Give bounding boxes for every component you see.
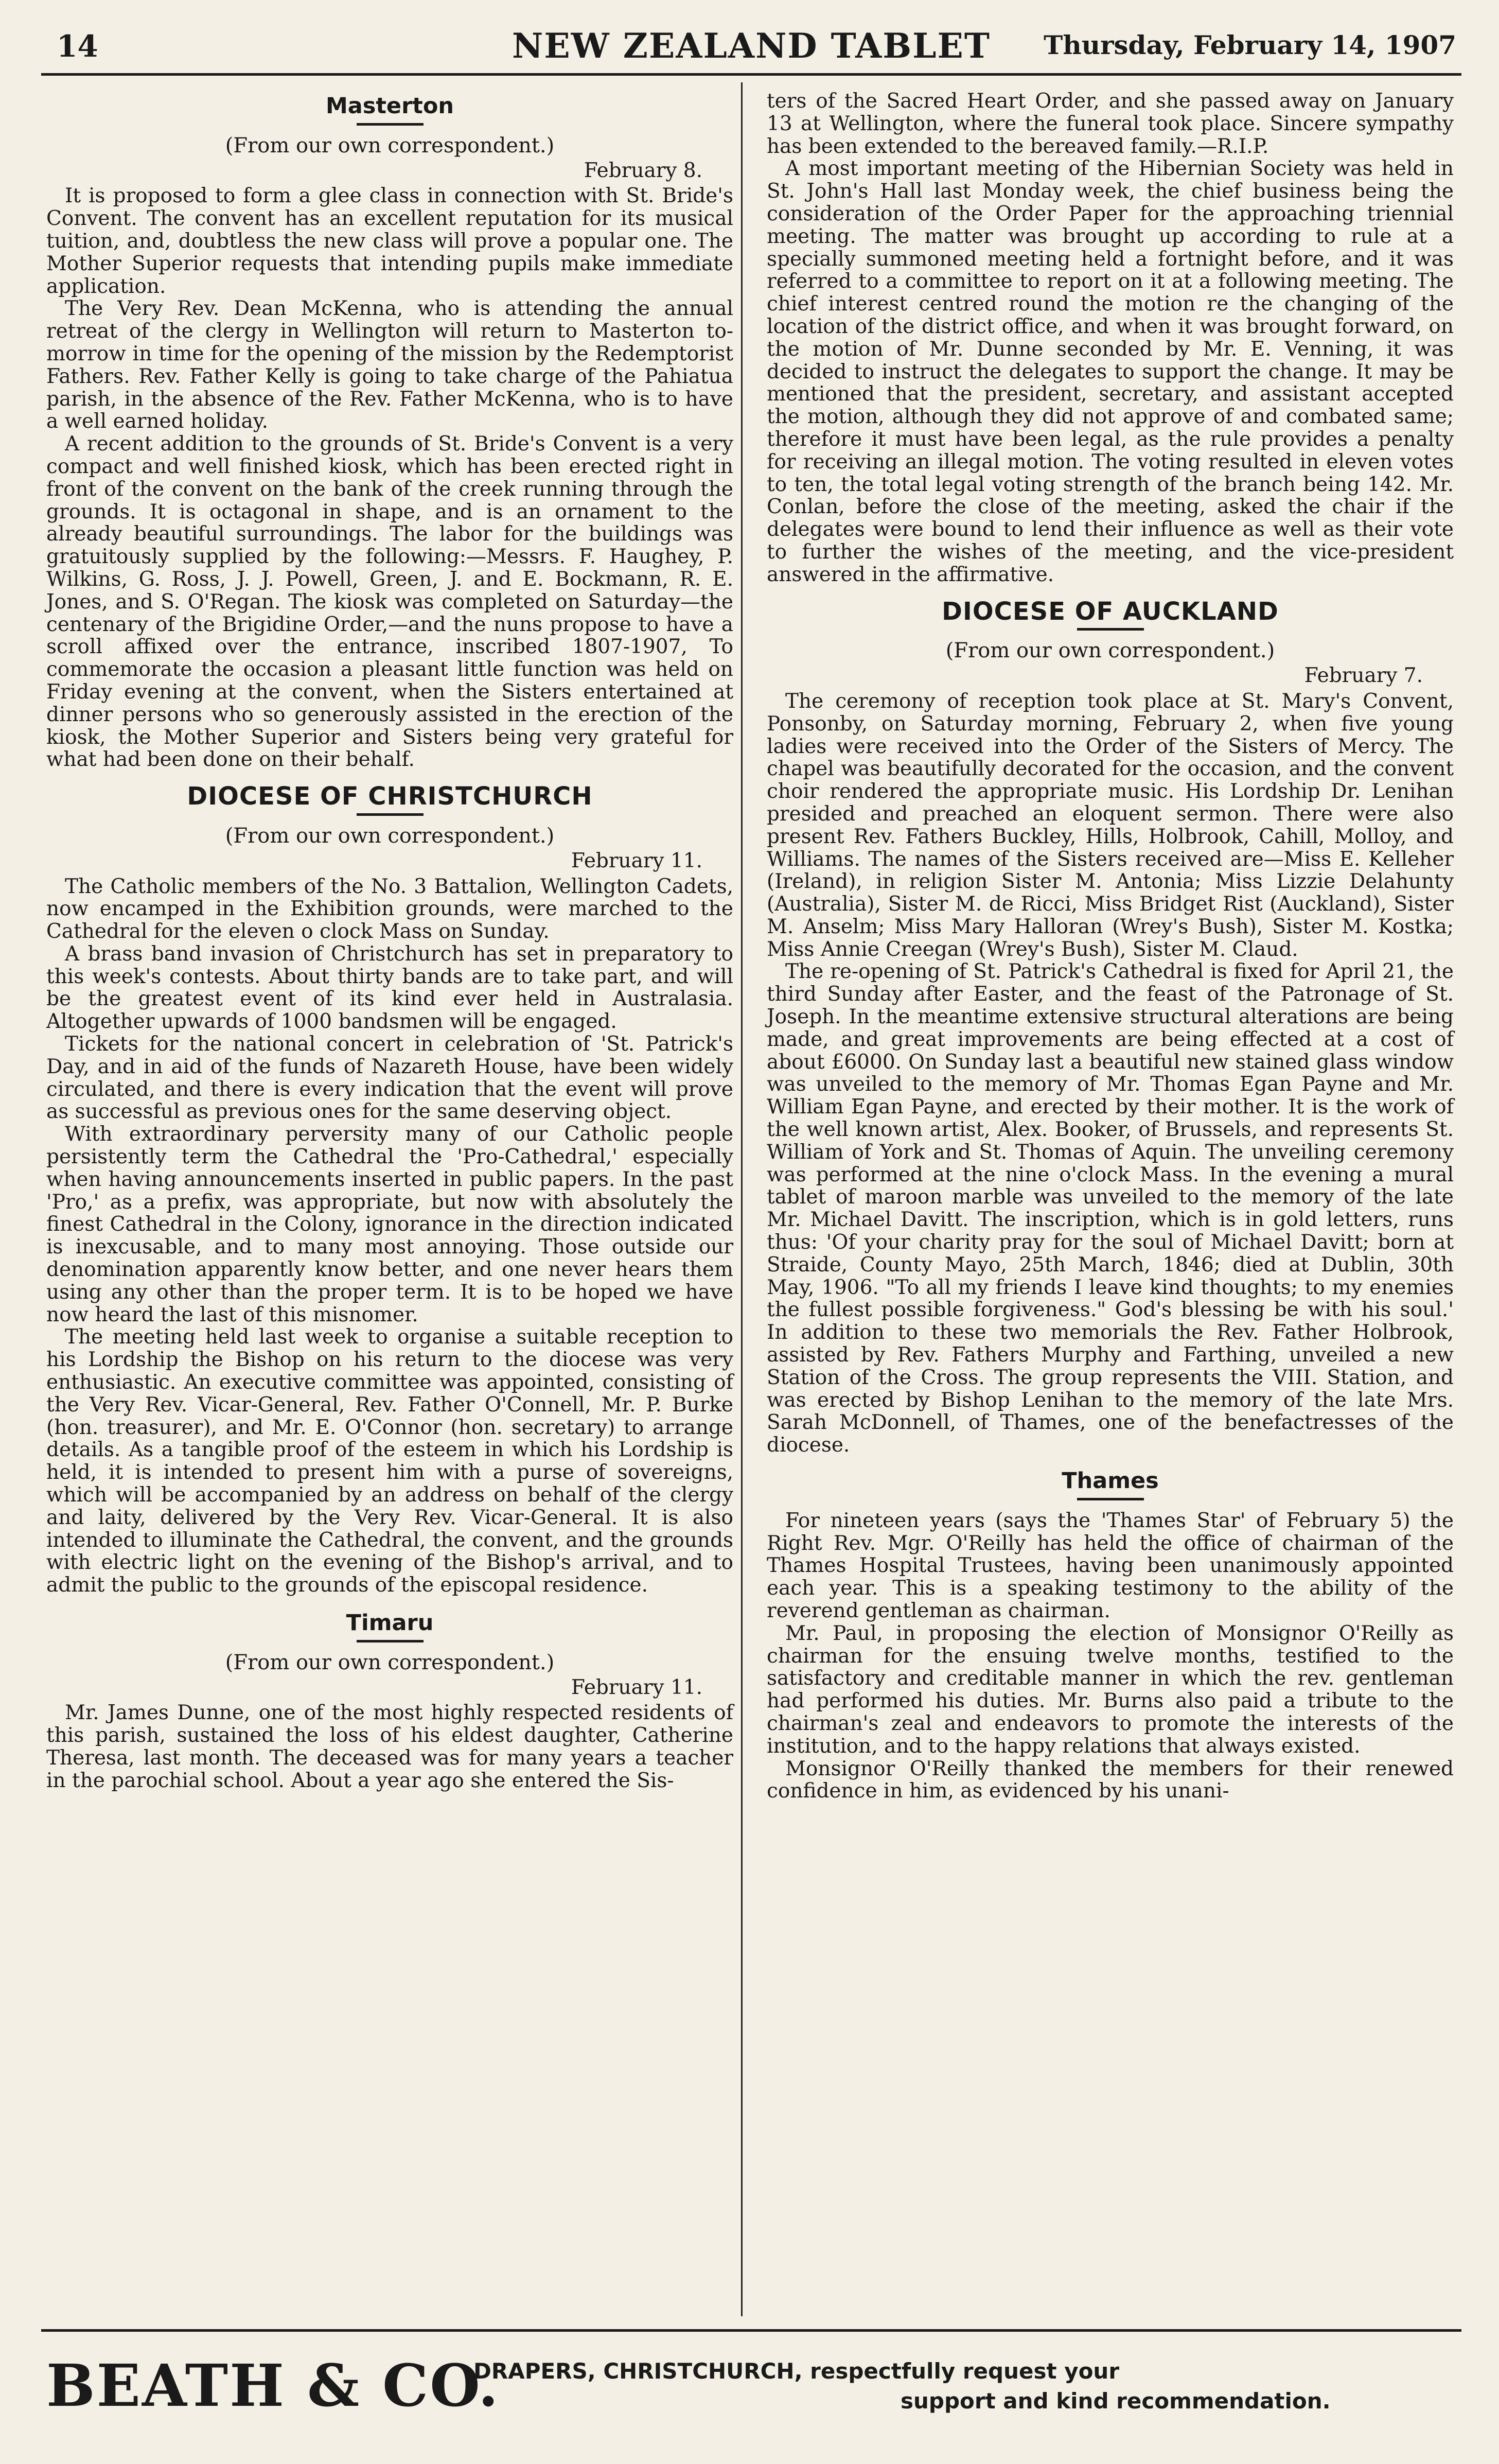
byline: (From our own correspondent.) [945, 639, 1275, 663]
paragraph: Mr. James Dunne, one of the most highly respected residents of this parish, sustained the loss of his eldest daughter, Catherine Theresa, last month. The deceased was for many years a teacher in the parochial school. About a year ago she entered the Sis- [46, 1701, 733, 1792]
byline: (From our own correspondent.) [225, 133, 555, 158]
column-divider [741, 82, 743, 2316]
dateline: February 8. [584, 159, 702, 182]
paragraph: For nineteen years (says the 'Thames Star' of February 5) the Right Rev. Mgr. O'Reilly has held the office of chairman of the Thames Hospital Trustees, having been unanimously appointed each year. This is a speaking testimony to the ability of the reverend gentleman as chairman. [767, 1509, 1454, 1622]
paragraph: ters of the Sacred Heart Order, and she passed away on January 13 at Wellington, where the funeral took place. Sincere sympathy has been extended to the bereaved family.—R.I.P. [767, 90, 1454, 158]
paragraph: Mr. Paul, in proposing the election of Monsignor O'Reilly as chairman for the ensuing twelve months, testified to the satisfactory and creditable manner in which the rev. gentleman had performed his duties. Mr. Burns also paid a tribute to the chairman's zeal and endeavors to promote the interests of the institution, and to the happy relations that always existed. [767, 1621, 1454, 1758]
footer-rule [41, 2329, 1461, 2332]
section-heading: DIOCESE OF CHRISTCHURCH [187, 782, 593, 811]
section-heading: Timaru [346, 1610, 434, 1636]
paragraph: The ceremony of reception took place at St. Mary's Convent, Ponsonby, on Saturday morning, February 2, when five young ladies were received into the Order of the Sisters of Mercy. The chapel was beautifully decorated for the occasion, and the convent choir rendered the appropriate music. His Lordship Dr. Lenihan presided and preached an eloquent sermon. There were also present Rev. Fathers Buckley, Hills, Holbrook, Cahill, Molloy, and Williams. The names of the Sisters received are—Miss E. Kelleher (Ireland), in religion Sister M. Antonia; Miss Lizzie Delahunty (Australia), Sister M. de Ricci, Miss Bridget Rist (Auckland), Sister M. Anselm; Miss Mary Halloran (Wrey's Bush), Sister M. Kostka; Miss Annie Creegan (Wrey's Bush), Sister M. Claud. [767, 689, 1454, 961]
right-column [767, 90, 1454, 1803]
paragraph: A brass band invasion of Christchurch has set in preparatory to this week's contests. About thirty bands are to take part, and will be the greatest event of its kind ever held in Australasia. Altogether upwards of 1000 bandsmen will be engaged. [46, 942, 733, 1034]
paragraph: With extraordinary perversity many of our Catholic people persistently term the Cathedral the 'Pro-Cathedral,' especially when having announcements inserted in public papers. In the past 'Pro,' as a prefix, was appropriate, but now with absolutely the finest Cathedral in the Colony, ignorance in the direction indicated is inexcusable, and to many most annoying. Those outside our denomination apparently know better, and one never hears them using any other than the proper term. It is to be hoped we have now heard the last of this misnomer. [46, 1123, 733, 1326]
auckland-section [767, 597, 1454, 1457]
christchurch-section [46, 782, 733, 1597]
dateline: February 11. [571, 849, 702, 872]
paragraph: A most important meeting of the Hibernian Society was held in St. John's Hall last Monday week, the chief business being the consideration of the Order Paper for the approaching triennial meeting. The matter was brought up according to rule at a specially summoned meeting held a fortnight before, and it was referred to a committee to report on it at a following meeting. The chief interest centred round the motion re the changing of the location of the district office, and when it was brought forward, on the motion of Mr. Dunne seconded by Mr. E. Venning, it was decided to instruct the delegates to support the change. It may be mentioned that the president, secretary, and assistant accepted the motion, although they did not approve of and combated same; therefore it must have been legal, as the rule provides a penalty for receiving an illegal motion. The voting resulted in eleven votes to ten, the total legal voting strength of the branch being 142. Mr. Conlan, before the close of the meeting, asked the chair if the delegates were bound to lend their influence as well as their vote to further the wishes of the meeting, and the vice-president answered in the affirmative. [767, 157, 1454, 586]
dateline: February 7. [1304, 664, 1423, 688]
advert-line: DRAPERS, CHRISTCHURCH, respectfully request your [473, 2358, 1120, 2384]
paragraph: The re-opening of St. Patrick's Cathedral is fixed for April 21, the third Sunday after Easter, and the feast of the Patronage of St. Joseph. In the meantime extensive structural alterations are being made, and great improvements are being effected at a cost of about £6000. On Sunday last a beautiful new stained glass window was unveiled to the memory of Mr. Thomas Egan Payne and Mr. William Egan Payne, and erected by their mother. It is the work of the well known artist, Alex. Booker, of Brussels, and represents St. William of York and St. Thomas of Aquin. The unveiling ceremony was performed at the nine o'clock Mass. In the evening a mural tablet of maroon marble was unveiled to the memory of the late Mr. Michael Davitt. The inscription, which is in gold letters, runs thus: 'Of your charity pray for the soul of Michael Davitt; born at Straide, County Mayo, 25th March, 1846; died at Dublin, 30th May, 1906. "To all my friends I leave kind thoughts; to my enemies the fullest possible forgiveness." God's blessing be with his soul.' In addition to these two memorials the Rev. Father Holbrook, assisted by Rev. Fathers Murphy and Farthing, unveiled a new Station of the Cross. The group represents the VIII. Station, and was erected by Bishop Lenihan to the memory of the late Mrs. Sarah McDonnell, of Thames, one of the benefactresses of the diocese. [767, 960, 1454, 1457]
byline: (From our own correspondent.) [225, 824, 555, 848]
paragraph: The Very Rev. Dean McKenna, who is attending the annual retreat of the clergy in Wellington will return to Masterton to-morrow in time for the opening of the mission by the Redemptorist Fathers. Rev. Father Kelly is going to take charge of the Pahiatua parish, in the absence of the Rev. Father McKenna, who is to have a well earned holiday. [46, 297, 733, 433]
paragraph: The Catholic members of the No. 3 Battalion, Wellington Cadets, now encamped in the Exhibition grounds, were marched to the Cathedral for the eleven o clock Mass on Sunday. [46, 875, 733, 943]
byline: (From our own correspondent.) [225, 1650, 555, 1674]
timaru-section [46, 1612, 733, 1792]
page-number: 14 [57, 29, 98, 64]
heading-dash [1077, 1498, 1144, 1500]
advertisement [46, 2347, 1467, 2430]
heading-dash [1077, 628, 1144, 631]
paragraph: It is proposed to form a glee class in connection with St. Bride's Convent. The convent has an excellent reputation for its musical tuition, and, doubtless the new class will prove a popular one. The Mother Superior requests that intending pupils make immediate application. [46, 184, 733, 298]
left-column [46, 90, 733, 1792]
newspaper-title: NEW ZEALAND TABLET [512, 26, 991, 66]
paragraph: Monsignor O'Reilly thanked the members for their renewed confidence in him, as evidenced by his unani- [767, 1757, 1454, 1803]
masthead [36, 26, 1467, 67]
heading-dash [357, 1640, 424, 1642]
issue-date: Thursday, February 14, 1907 [1044, 30, 1456, 60]
thames-section [767, 1470, 1454, 1803]
header-rule [41, 73, 1461, 76]
advert-line: support and kind recommendation. [901, 2388, 1331, 2414]
paragraph: A recent addition to the grounds of St. Bride's Convent is a very compact and well finished kiosk, which has been erected right in front of the convent on the bank of the creek running through the grounds. It is octagonal in shape, and is an ornament to the already beautiful surroundings. The labor for the buildings was gratuitously supplied by the following:—Messrs. F. Haughey, P. Wilkins, G. Ross, J. J. Powell, Green, J. and E. Bockmann, R. E. Jones, and S. O'Regan. The kiosk was completed on Saturday—the centenary of the Brigidine Order,—and the nuns propose to have a scroll affixed over the entrance, inscribed 1807-1907, To commemorate the occasion a pleasant little function was held on Friday evening at the convent, when the Sisters entertained at dinner persons who so generously assisted in the erection of the kiosk, the Mother Superior and Sisters being very grateful for what had been done on their behalf. [46, 432, 733, 772]
paragraph: The meeting held last week to organise a suitable reception to his Lordship the Bishop on his return to the diocese was very enthusiastic. An executive committee was appointed, consisting of the Very Rev. Vicar-General, Rev. Father O'Connell, Mr. P. Burke (hon. treasurer), and Mr. E. O'Connor (hon. secretary) to arrange details. As a tangible proof of the esteem in which his Lordship is held, it is intended to present him with a purse of sovereigns, which will be accompanied by an address on behalf of the clergy and laity, delivered by the Very Rev. Vicar-General. It is also intended to illuminate the Cathedral, the convent, and the grounds with electric light on the evening of the Bishop's arrival, and to admit the public to the grounds of the episcopal residence. [46, 1325, 733, 1597]
timaru-continued [767, 90, 1454, 586]
paragraph: Tickets for the national concert in celebration of 'St. Patrick's Day, and in aid of the funds of Nazareth House, have been widely circulated, and there is every indication that the event will prove as successful as previous ones for the same deserving object. [46, 1033, 733, 1124]
heading-dash [357, 123, 424, 126]
section-heading: DIOCESE OF AUCKLAND [942, 597, 1279, 626]
section-heading: Thames [1062, 1468, 1159, 1494]
masterton-section [46, 95, 733, 771]
dateline: February 11. [571, 1675, 702, 1699]
heading-dash [357, 813, 424, 816]
advertiser-name: BEATH & CO. [46, 2352, 500, 2420]
section-heading: Masterton [325, 93, 454, 119]
